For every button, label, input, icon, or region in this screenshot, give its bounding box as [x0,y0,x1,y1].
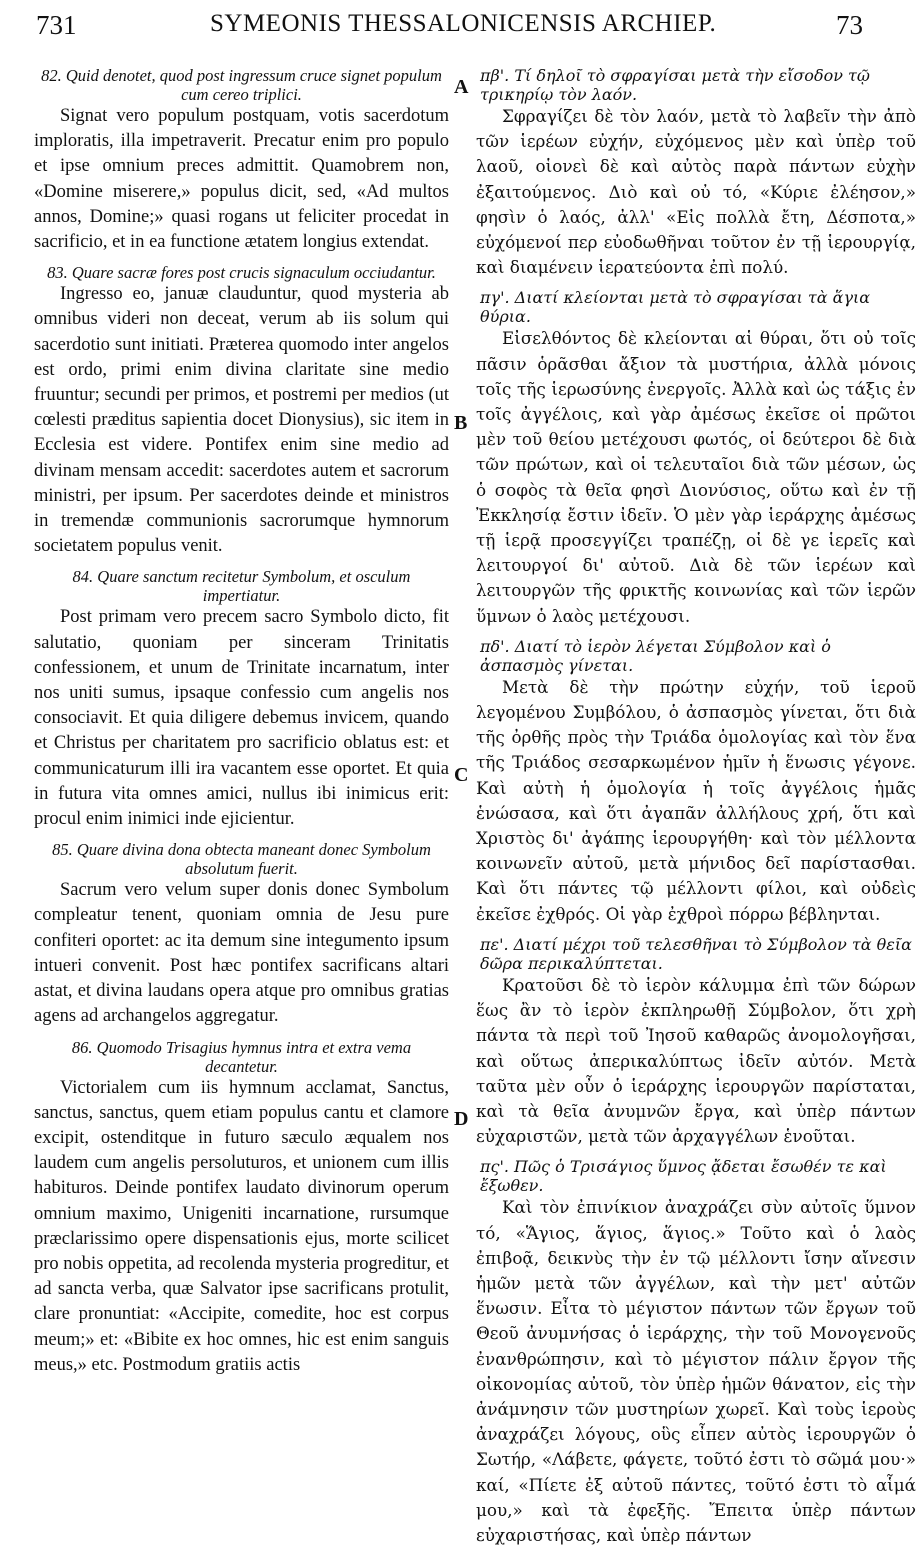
greek-paragraph: Κρατοῦσι δὲ τὸ ἱερὸν κάλυμμα ἐπὶ τῶν δώρων ἕως ἂν τὸ ἱερὸν ἐκπληρωθῇ Σύμβολον, ὅτι χρὴ πάντα τὰ περὶ τοῦ Ἰησοῦ καθαρῶς ἀνομολογῆσαι, καὶ οὕτως ἀπερικαλύπτως ἰδεῖν αὐτόν. Μετὰ ταῦτα μὲν οὖν ὁ ἱεράρχης ἱερουργῶν παρίσταται, καὶ τὰ θεῖα ἀνυμνῶν ἔργα, καὶ ὑπὲρ πάντων εὐχαριστῶν, μετὰ τῶν ἀρχαγγέλων ἑνοῦται. [476,974,916,1147]
greek-section-82 [476,66,916,280]
latin-heading: 83. Quare sacræ fores post crucis signaculum occiudantur. [47,263,436,283]
latin-column [34,66,449,1386]
margin-marker-d: D [454,1108,469,1130]
greek-paragraph: Μετὰ δὲ τὴν πρώτην εὐχήν, τοῦ ἱεροῦ λεγομένου Συμβόλου, ὁ ἀσπασμὸς γίνεται, ὅτι διὰ τῆς ὀρθῆς πρὸς τὴν Τριάδα ὁμολογίας καὶ τὸν ἕνα τῆς Τριάδος σεσαρκωμένον ἡμῖν ἡ ἕνωσις γέγονε. Καὶ αὐτὴ ἡ ὁμολογία ἡ τοῖς ἀγγέλοις ἡμᾶς ἑνώσασα, καὶ ὅτι ἀγαπᾶν ἀλλήλους χρή, ὅτι καὶ Χριστὸς δι' ἀγάπης ἱερουργήθη· καὶ τὸν μέλλοντα κοινωνεῖν αὐτοῦ, μετὰ μήνιδος δεῖ παρίστασθαι. Καὶ ὅτι πάντες τῷ μέλλοντι φίλοι, καὶ οὐδεὶς ἐκεῖσε ἐχθρός. Οἱ γὰρ ἐχθροὶ πόρρω βέβληνται. [476,676,916,924]
greek-section-83 [476,288,916,628]
latin-paragraph: Signat vero populum postquam, votis sacerdotum imploratis, illa impetraverit. Precatur enim pro populo et ipse omnium preces admittit. Quamobrem non, «Domine miserere,» populus dicit, sed, «Ad multos annos, Domine;» quasi rogans ut feliciter procedat in sacrificio, et in ea functione ætatem longius extendat. [34,106,449,253]
latin-section-86 [34,1038,449,1378]
page-number-right: 73 [836,10,863,40]
latin-section-85 [34,840,449,1029]
greek-paragraph: Εἰσελθόντος δὲ κλείονται αἱ θύραι, ὅτι οὐ τοῖς πᾶσιν ὁρᾶσθαι ἄξιον τὰ μυστήρια, ἀλλὰ μόνοις τοῖς τῆς ἱερωσύνης ἐνεργοῖς. Ἀλλὰ καὶ ὡς τάξις ἐν τοῖς ἀγγέλοις, καὶ γὰρ ἀμέσως ἐκεῖσε οἱ πρῶτοι μὲν τοῦ θείου μετέχουσι φωτός, οἱ δεύτεροι δὲ διὰ τῶν πρώτων, καὶ οἱ τελευταῖοι διὰ τῶν μέσων, ὡς ὁ σοφὸς τὰ θεῖα φησὶ Διονύσιος, οὕτω καὶ ἐν τῇ Ἐκκλησίᾳ ἔστιν ἰδεῖν. Ὁ μὲν γὰρ ἱεράρχης ἀμέσως τῇ ἱερᾷ προσεγγίζει τραπέζῃ, οἱ δὲ γε ἱερεῖς καὶ λειτουργοί δι' αὐτοῦ. Διὰ δὲ τῶν ἱερέων καὶ λειτουργῶν τῆς φρικτῆς κοινωνίας καὶ τῶν ἱερῶν ὕμνων ὁ λαὸς μετέχουσι. [476,328,916,626]
latin-heading: 85. Quare divina dona obtecta maneant donec Symbolum absolutum fuerit. [52,840,431,879]
latin-heading: 86. Quomodo Trisagius hymnus intra et extra vema decantetur. [71,1037,412,1076]
greek-section-86 [476,1157,916,1548]
page-header [0,6,872,46]
latin-paragraph: Ingresso eo, januæ clauduntur, quod mysteria ab omnibus videri non deceat, verum ab iis solum qui sacerdotio sunt initiati. Præterea quomodo inter angelos est ordo, primi enim divina claritate sine medio fruuntur; secundi per primos, et postremi per medios (ut cœlesti præditus sapientia docet Dionysius), sic item in Ecclesia est videre. Pontifex enim sine medio ad divinam mensam accedit: sacerdotes autem et sacrorum ministri, per ipsum. Per sacerdotes deinde et ministros in tremendæ communionis sacrorumque hymnorum societatem populus venit. [34,284,449,557]
greek-section-84 [476,637,916,927]
greek-heading: πς'. Πῶς ὁ Τρισάγιος ὕμνος ᾄδεται ἔσωθέν τε καὶ ἔξωθεν. [480,1157,887,1196]
greek-heading: πβ'. Τί δηλοῖ τὸ σφραγίσαι μετὰ τὴν εἴσοδον τῷ τρικηρίῳ τὸν λαόν. [480,66,870,104]
running-title: SYMEONIS THESSALONICENSIS ARCHIEP. [210,10,717,37]
latin-heading: 84. Quare sanctum recitetur Symbolum, et osculum impertiatur. [72,567,411,606]
latin-section-83 [34,263,449,559]
margin-marker-b: B [454,412,468,434]
greek-section-85 [476,935,916,1149]
latin-paragraph: Post primam vero precem sacro Symbolo dicto, fit salutatio, quoniam per sinceram Trinitatis confessionem, et unum de Trinitate incarnatum, inter nos uniti sumus, ipsaque confessio cum angelis nos consociavit. Et quia diligere debemus invicem, quando et Christus per charitatem pro sacrificio oblatus est: et communicaturum illi ira vacantem esse oportet. Et quia in futura vita omnes amici, nullus ibi inimicus erit: procul enim inimici inde ejicientur. [34,607,449,830]
page-number-left: 731 [36,10,77,40]
greek-heading: πδ'. Διατί τὸ ἱερὸν λέγεται Σύμβολον καὶ ὁ ἀσπασμὸς γίνεται. [480,636,831,675]
greek-paragraph: Καὶ τὸν ἐπινίκιον ἀναχράζει σὺν αὐτοῖς ὕμνον τό, «Ἅγιος, ἅγιος, ἅγιος.» Τοῦτο καὶ ὁ λαὸς ἐπιβοᾷ, δεικνὺς τὴν ἐν τῷ μέλλοντι ἴσην αἴνεσιν ἡμῶν μετὰ τῶν ἀγγέλων, καὶ τὴν μετ' αὐτῶν ἕνωσιν. Εἶτα τὸ μέγιστον πάντων τῶν ἔργων τοῦ Θεοῦ ἀνυμνήσας ὁ ἱεράρχης, τὴν τοῦ Μονογενοῦς ἐνανθρώπησιν, καὶ τὸ μέγιστον πάλιν ἔργον τῆς οἰκονομίας αὐτοῦ, τὸν ὑπὲρ ἡμῶν θάνατον, εἰς τὴν ἀνάμνησιν τῶν μυστηρίων χωρεῖ. Καὶ τοὺς ἱεροὺς ἀναχράζει λόγους, οὓς εἶπεν αὐτὸς ἱερουργῶν ὁ Σωτήρ, «Λάβετε, φάγετε, τοῦτό ἐστι τὸ σῶμά μου·» καί, «Πίετε ἐξ αὐτοῦ πάντες, τοῦτό ἐστι τὸ αἷμά μου,» καὶ τὰ ἐφεξῆς. Ἔπειτα ὑπὲρ πάντων εὐχαριστήσας, καὶ ὑπὲρ πάντων [476,1197,916,1545]
latin-heading: 82. Quid denotet, quod post ingressum cruce signet populum cum cereo triplici. [41,66,442,104]
greek-heading: πε'. Διατί μέχρι τοῦ τελεσθῆναι τὸ Σύμβολον τὰ θεῖα δῶρα περικαλύπτεται. [480,934,912,973]
greek-heading: πγ'. Διατί κλείονται μετὰ τὸ σφραγίσαι τὰ ἅγια θύρια. [480,288,871,327]
greek-column [476,66,916,1556]
latin-section-84 [34,567,449,832]
latin-paragraph: Victorialem cum iis hymnum acclamat, Sanctus, sanctus, sanctus, quem etiam populus cantu et clamore excipit, ostenditque in futuro sæculo æqualem nos laudem cum angelis persoluturos, et unionem cum illis habituros. Deinde pontifex laudato divinorum operum omnium maximo, Unigeniti incarnatione, rursumque præclarissimo opere dispensationis ejus, morte scilicet pro nobis oppetita, ad recolenda mysteria progreditur, et ad sancta verba, quæ Salvator ipse sacrificans protulit, clare pronuntiat: «Accipite, comedite, hoc est corpus meum;» et: «Bibite ex hoc omnes, hic est enim sanguis meus,» etc. Postmodum gratiis actis [34,1077,449,1375]
margin-marker-a: A [454,76,469,98]
margin-marker-c: C [454,764,469,786]
latin-section-82 [34,66,449,255]
latin-paragraph: Sacrum vero velum super donis donec Symbolum compleatur tenent, quoniam omnia de Jesu pure confiteri oportet: ac ita demum sine integumento ipsum intueri convenit. Post hæc pontifex sacrificans altari astat, et divina laudans opera atque pro omnibus gratias agens ad archangelos aggregatur. [34,880,449,1027]
greek-paragraph: Σφραγίζει δὲ τὸν λαόν, μετὰ τὸ λαβεῖν τὴν ἀπὸ τῶν ἱερέων εὐχήν, εὐχόμενος μὲν καὶ ὑπὲρ τοῦ λαοῦ, οἱονεὶ δὲ καὶ αὐτὸς παρὰ πάντων εὐχὴν ἐξαιτούμενος. Διὸ καὶ οὐ τό, «Κύριε ἐλέησον,» φησὶν ὁ λαός, ἀλλ' «Εἰς πολλὰ ἔτη, Δέσποτα,» εὐχόμενοί περ εὐοδωθῆναι τοῦτον ἐν τῇ ἱερουργίᾳ, καὶ διαμένειν ἱερατεύοντα ἐπὶ πολύ. [476,106,916,278]
